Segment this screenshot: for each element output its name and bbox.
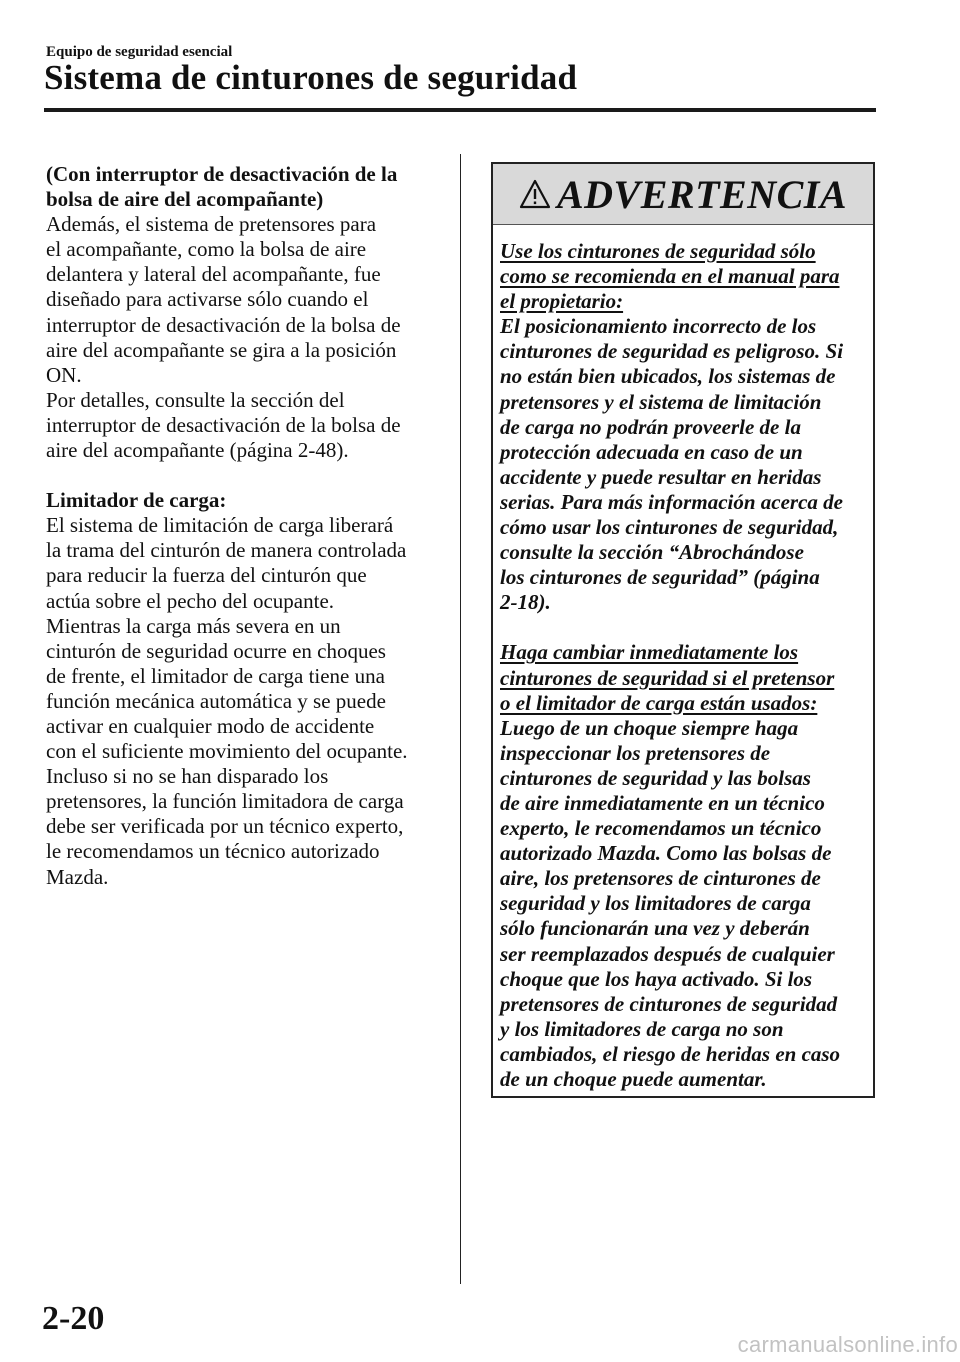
page-title: Sistema de cinturones de seguridad bbox=[44, 58, 578, 97]
warning-text-line: aire, los pretensores de cinturones de bbox=[500, 866, 821, 891]
warning-text-line: serias. Para más información acerca de bbox=[500, 489, 843, 514]
warning-text-line: no están bien ubicados, los sistemas de bbox=[500, 364, 836, 389]
text-line: interruptor de desactivación de la bolsa de bbox=[46, 312, 401, 337]
heading-load-limiter bbox=[46, 488, 446, 513]
text-line: cinturón de seguridad ocurre en choques bbox=[46, 638, 386, 663]
paragraph-pretensioner bbox=[46, 212, 446, 463]
warning-text-line: accidente y puede resultar en heridas bbox=[500, 464, 822, 489]
warning-text-line: autorizado Mazda. Como las bolsas de bbox=[500, 841, 832, 866]
warning-subheading-line: o el limitador de carga están usados: bbox=[500, 690, 818, 715]
warning-text-line: 2-18). bbox=[500, 590, 551, 615]
text-line: interruptor de desactivación de la bolsa de bbox=[46, 412, 401, 437]
text-line: pretensores, la función limitadora de carga bbox=[46, 789, 404, 814]
text-line: función mecánica automática y se puede bbox=[46, 688, 386, 713]
text-line: diseñado para activarse sólo cuando el bbox=[46, 287, 369, 312]
warning-text-line: El posicionamiento incorrecto de los bbox=[500, 314, 817, 339]
heading-line: bolsa de aire del acompañante) bbox=[46, 187, 324, 212]
heading-line: Limitador de carga: bbox=[46, 488, 227, 513]
warning-text-line: experto, le recomendamos un técnico bbox=[500, 816, 822, 841]
warning-header bbox=[493, 164, 873, 225]
text-line: le recomendamos un técnico autorizado bbox=[46, 839, 380, 864]
text-line: Incluso si no se han disparado los bbox=[46, 764, 329, 789]
section-kicker: Equipo de seguridad esencial bbox=[46, 44, 233, 60]
text-line: con el suficiente movimiento del ocupante. bbox=[46, 739, 408, 764]
warning-text-line: los cinturones de seguridad” (página bbox=[500, 565, 820, 590]
warning-text-line: pretensores y el sistema de limitación bbox=[500, 389, 822, 414]
spacer bbox=[46, 463, 446, 488]
text-line: aire del acompañante (página 2-48). bbox=[46, 438, 349, 463]
warning-text-line: de un choque puede aumentar. bbox=[500, 1067, 767, 1091]
warning-text-line: de carga no podrán proveerle de la bbox=[500, 414, 801, 439]
warning-triangle-icon bbox=[519, 178, 551, 210]
warning-text-line: de aire inmediatamente en un técnico bbox=[500, 790, 825, 815]
paragraph-load-limiter bbox=[46, 513, 446, 889]
text-line: ON. bbox=[46, 362, 82, 387]
heading-line: (Con interruptor de desactivación de la bbox=[46, 162, 398, 186]
warning-text-line: y los limitadores de carga no son bbox=[500, 1016, 784, 1041]
column-divider bbox=[460, 154, 461, 1284]
text-line: Mientras la carga más severa en un bbox=[46, 613, 341, 638]
warning-text-line: pretensores de cinturones de seguridad bbox=[500, 991, 838, 1016]
watermark: carmanualsonline.info bbox=[737, 1332, 958, 1357]
text-line: de frente, el limitador de carga tiene una bbox=[46, 663, 385, 688]
warning-subheading-line: Use los cinturones de seguridad sólo bbox=[500, 239, 816, 263]
header-rule bbox=[44, 108, 876, 112]
warning-subheading-line: cinturones de seguridad si el pretensor bbox=[500, 665, 835, 690]
warning-text-line: cómo usar los cinturones de seguridad, bbox=[500, 515, 839, 540]
warning-text-line: choque que los haya activado. Si los bbox=[500, 966, 813, 991]
left-column bbox=[46, 162, 446, 890]
text-line: la trama del cinturón de manera controlada bbox=[46, 538, 407, 563]
warning-subheading-line: como se recomienda en el manual para bbox=[500, 264, 840, 289]
warning-text-line: sólo funcionarán una vez y deberán bbox=[500, 916, 810, 941]
heading-passenger-airbag-switch bbox=[46, 162, 446, 212]
page-number: 2-20 bbox=[42, 1300, 105, 1337]
warning-text-line: ser reemplazados después de cualquier bbox=[500, 941, 835, 966]
warning-text-line: Luego de un choque siempre haga bbox=[500, 715, 799, 740]
warning-box bbox=[491, 162, 875, 1098]
text-line: activar en cualquier modo de accidente bbox=[46, 713, 375, 738]
warning-text-line: seguridad y los limitadores de carga bbox=[500, 891, 811, 916]
spacer bbox=[500, 615, 865, 640]
text-line: el acompañante, como la bolsa de aire bbox=[46, 237, 367, 262]
warning-text-line: cambiados, el riesgo de heridas en caso bbox=[500, 1041, 841, 1066]
warning-text-line: inspeccionar los pretensores de bbox=[500, 740, 771, 765]
warning-text-line: consulte la sección “Abrochándose bbox=[500, 540, 804, 565]
text-line: El sistema de limitación de carga liberará bbox=[46, 513, 394, 538]
warning-text-line: protección adecuada en caso de un bbox=[500, 439, 803, 464]
text-line: actúa sobre el pecho del ocupante. bbox=[46, 588, 335, 613]
warning-title: ADVERTENCIA bbox=[556, 171, 848, 217]
text-line: Mazda. bbox=[46, 864, 109, 889]
warning-subheading-line: Haga cambiar inmediatamente los bbox=[500, 640, 799, 665]
warning-body bbox=[493, 225, 873, 1092]
text-line: para reducir la fuerza del cinturón que bbox=[46, 563, 367, 588]
text-line: Además, el sistema de pretensores para bbox=[46, 212, 377, 237]
warning-text-line: cinturones de seguridad es peligroso. Si bbox=[500, 339, 844, 364]
warning-text-line: cinturones de seguridad y las bolsas bbox=[500, 765, 811, 790]
text-line: debe ser verificada por un técnico experto, bbox=[46, 814, 404, 839]
text-line: delantera y lateral del acompañante, fue bbox=[46, 262, 381, 287]
warning-subheading-line: el propietario: bbox=[500, 289, 624, 314]
text-line: Por detalles, consulte la sección del bbox=[46, 387, 345, 412]
text-line: aire del acompañante se gira a la posición bbox=[46, 337, 397, 362]
